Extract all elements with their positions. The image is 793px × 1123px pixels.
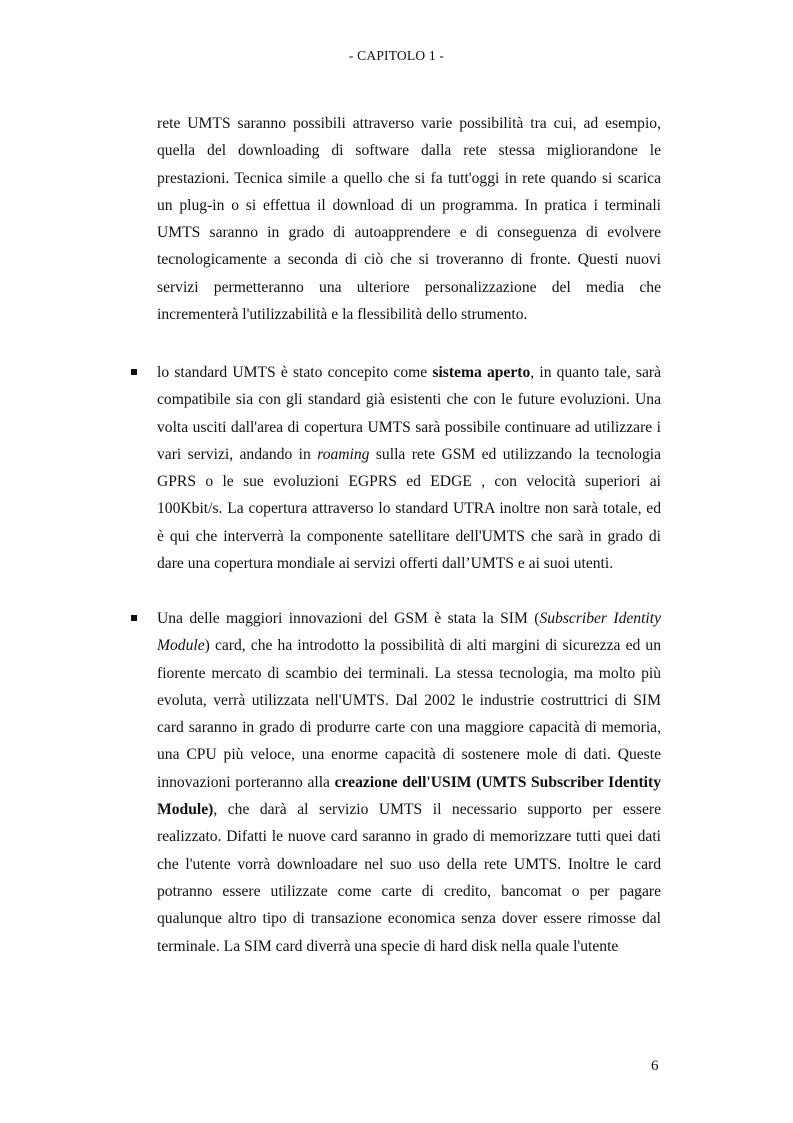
text-run: , in quanto tale, sarà compatibile sia con gli standard già esistenti che con le future evoluzioni. Una volta usciti dall'area di copertura UMTS sarà possibile continuare ad utilizzare i vari servizi, andando in [157, 364, 662, 463]
bold-term: sistema aperto [432, 364, 531, 381]
text-run: Una delle maggiori innovazioni del GSM è stata la SIM ( [157, 610, 540, 627]
text-run: , che darà al servizio UMTS il necessario supporto per essere realizzato. Difatti le nuove card saranno in grado di memorizzare tutti quei dati che l'utente vorrà downloadare nel suo uso della rete UMTS. Inoltre le card potranno essere utilizzate come carte di credito, bancomat o per pagare qualunque altro tipo di transazione economica senza dover essere rimosse dal terminale. La SIM card diverrà una specie di hard disk nella quale l'utente [157, 801, 661, 955]
paragraph-sim-card [157, 605, 661, 960]
bullet-marker [131, 615, 137, 621]
text-run: sulla rete GSM ed utilizzando la tecnologia GPRS o le sue evoluzioni EGPRS ed EDGE , con velocità superiori ai 100Kbit/s. La copertura attraverso lo standard UTRA inoltre non sarà totale, ed è qui che interverrà la componente satellitare dell'UMTS che sarà in grado di dare una copertura mondiale ai servizi offerti dall’UMTS e ai suoi utenti. [157, 445, 661, 573]
page-number: 6 [651, 1058, 659, 1074]
italic-term: Subscriber Identity Module [157, 610, 662, 655]
bold-term: creazione dell'USIM (UMTS Subscriber Identity Module) [157, 773, 662, 819]
text-run: lo standard UMTS è stato concepito come [157, 364, 433, 381]
text-run: ) card, che ha introdotto la possibilità di alti margini di sicurezza ed un fiorente mercato di scambio dei terminali. La stessa tecnologia, ma molto più evoluta, verrà utilizzata nell'UMTS. Dal 2002 le industrie costruttrici di SIM card saranno in grado di produrre carte con una maggiore capacità di memoria, una CPU più veloce, una enorme capacità di sostenere mole di dati. Queste innovazioni porteranno alla [157, 637, 661, 791]
paragraph-open-system [157, 359, 661, 577]
page-header: - CAPITOLO 1 - [348, 48, 445, 63]
italic-term: roaming [317, 445, 370, 463]
bullet-marker [131, 369, 137, 375]
paragraph-continuation: rete UMTS saranno possibili attraverso varie possibilità tra cui, ad esempio, quella del downloading di software dalla rete stessa migliorandone le prestazioni. Tecnica simile a quello che si fa tutt'oggi in rete quando si scarica un plug-in o si effettua il download di un programma. In pratica i terminali UMTS saranno in grado di autoapprendere e di conseguenza di evolvere tecnologicamente a seconda di ciò che si troveranno di fronte. Questi nuovi servizi permetteranno una ulteriore personalizzazione del media che incrementerà l'utilizzabilità e la flessibilità dello strumento. [157, 115, 661, 324]
